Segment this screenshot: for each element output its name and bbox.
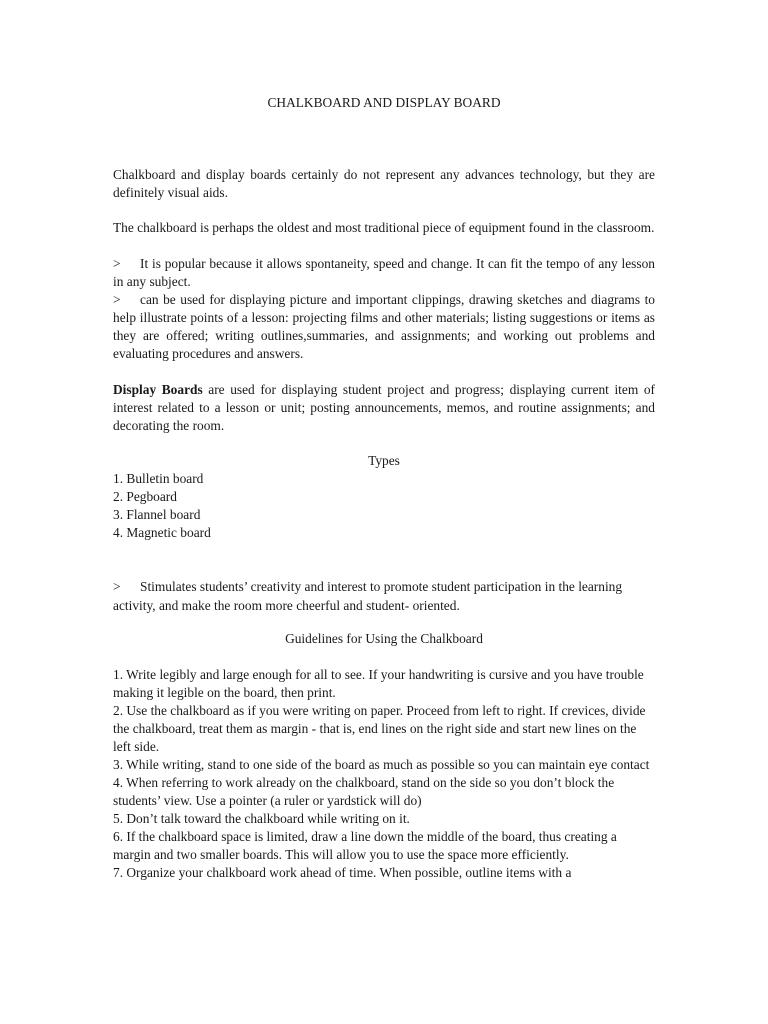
chalkboard-paragraph: The chalkboard is perhaps the oldest and most traditional piece of equipment found in the classroom. [113, 220, 655, 235]
types-heading: Types [368, 453, 400, 468]
types-list-item: 1. Bulletin board [113, 471, 204, 486]
display-boards-text: are used for displaying student project and progress; displaying current item of interest related to a lesson or unit; posting announcements, memos, and routine assignments; and decorating the room. [113, 382, 656, 433]
chalkboard-bullet-2 [113, 291, 655, 363]
bullet-marker: > [113, 256, 121, 271]
document-title: CHALKBOARD AND DISPLAY BOARD [267, 95, 501, 110]
guidelines-heading: Guidelines for Using the Chalkboard [285, 631, 483, 646]
stimulates-paragraph [113, 577, 655, 615]
types-list [113, 470, 655, 542]
chalkboard-bullet-1 [113, 255, 655, 291]
guidelines-list [113, 666, 655, 882]
guideline-item: 1. Write legibly and large enough for all to see. If your handwriting is cursive and you have trouble making it legible on the board, then print. [113, 667, 644, 700]
intro-paragraph: Chalkboard and display boards certainly do not represent any advances technology, but they are definitely visual aids. [113, 167, 655, 200]
guideline-item: 5. Don’t talk toward the chalkboard while writing on it. [113, 811, 410, 826]
bullet-marker: > [113, 579, 121, 594]
types-list-item: 2. Pegboard [113, 489, 177, 504]
guideline-item: 6. If the chalkboard space is limited, draw a line down the middle of the board, thus creating a margin and two smaller boards. This will allow you to use the space more efficiently. [113, 829, 617, 862]
guideline-item: 2. Use the chalkboard as if you were writing on paper. Proceed from left to right. If crevices, divide the chalkboard, treat them as margin - that is, end lines on the right side and start new lines on the left side. [113, 703, 646, 754]
bullet-text: can be used for displaying picture and important clippings, drawing sketches and diagrams to help illustrate points of a lesson: projecting films and other materials; listing suggestions or items as they are offered; writing outlines,summaries, and assignments; and working out problems and evaluating procedures and answers. [113, 292, 655, 361]
types-list-item: 4. Magnetic board [113, 525, 211, 540]
guideline-item: 3. While writing, stand to one side of the board as much as possible so you can maintain eye contact [113, 757, 650, 772]
guideline-item: 7. Organize your chalkboard work ahead of time. When possible, outline items with a [113, 865, 572, 880]
bullet-text: It is popular because it allows spontaneity, speed and change. It can fit the tempo of any lesson in any subject. [113, 256, 655, 289]
types-list-item: 3. Flannel board [113, 507, 201, 522]
bullet-marker: > [113, 292, 121, 307]
display-boards-paragraph [113, 381, 655, 435]
display-boards-term: Display Boards [113, 382, 203, 397]
stimulates-text: Stimulates students’ creativity and interest to promote student participation in the learning activity, and make the room more cheerful and student- oriented. [113, 579, 623, 613]
guideline-item: 4. When referring to work already on the chalkboard, stand on the side so you don’t block the students’ view. Use a pointer (a ruler or yardstick will do) [113, 775, 615, 808]
